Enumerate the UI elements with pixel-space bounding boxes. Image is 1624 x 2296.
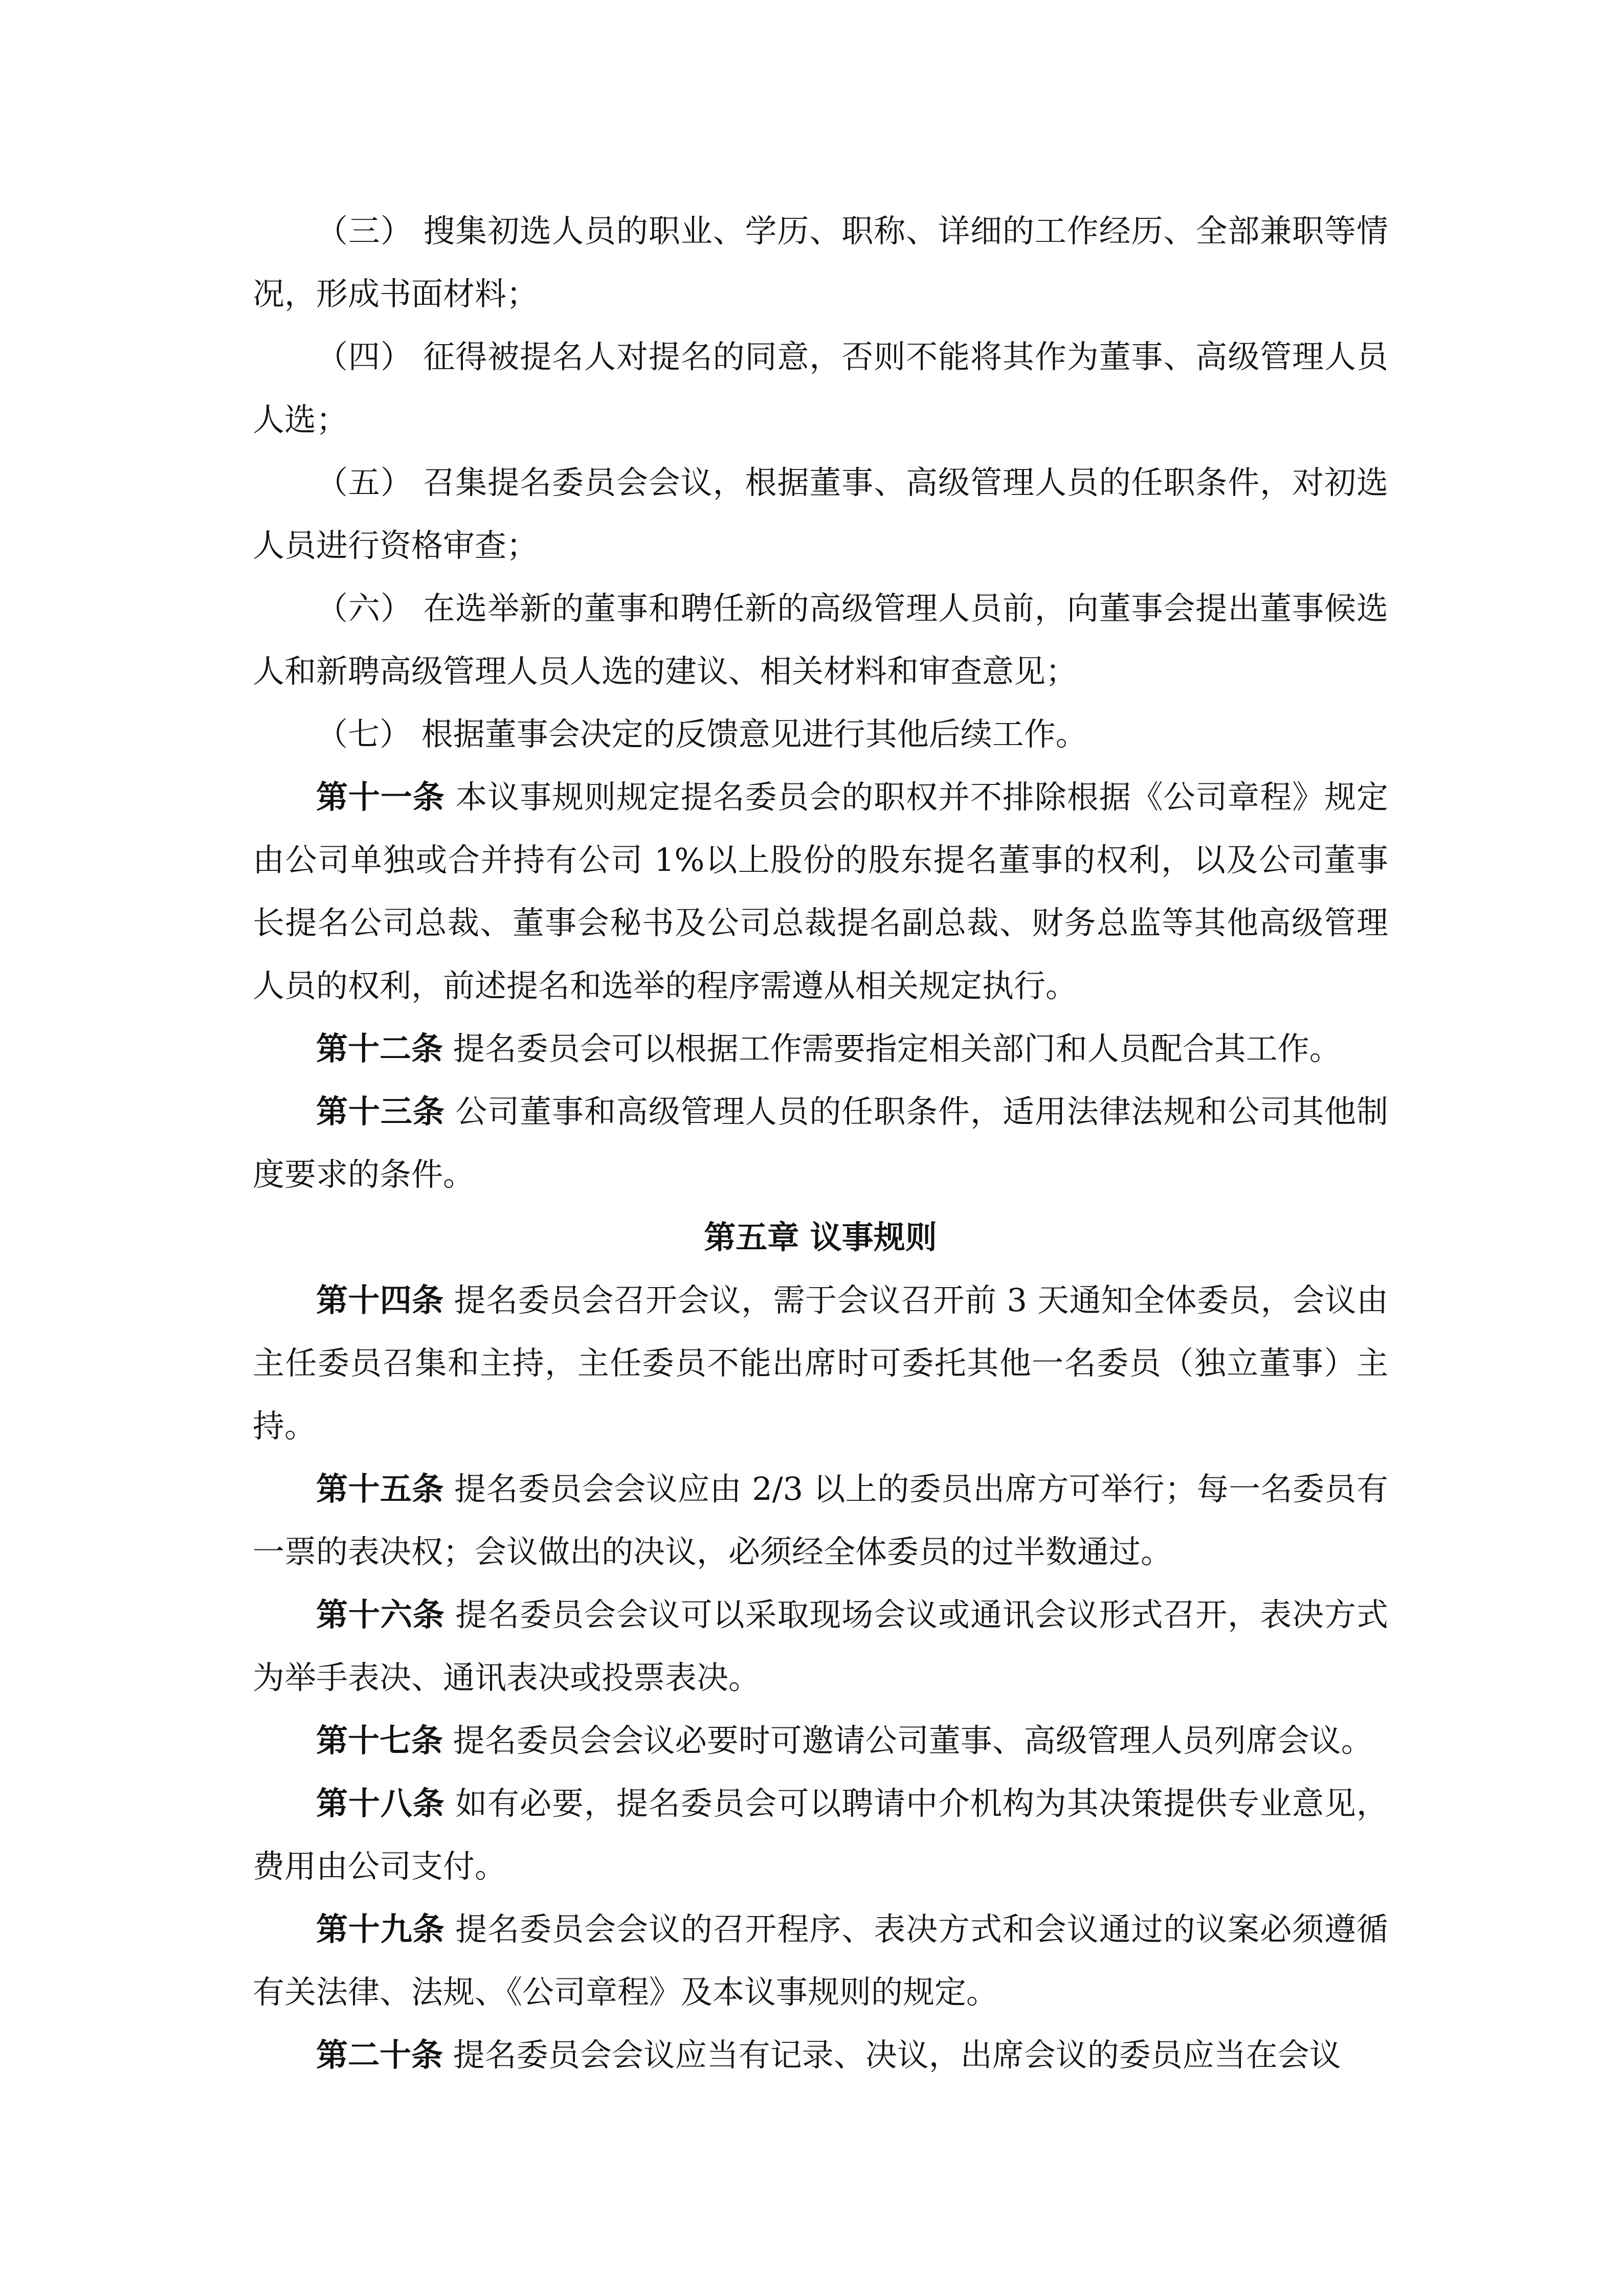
article-text: 提名委员会会议应当有记录、决议，出席会议的委员应当在会议 bbox=[443, 2036, 1341, 2074]
article-text: 本议事规则规定提名委员会的职权并不排除根据《公司章程》规定由公司单独或合并持有公司 1%以上股份的股东提名董事的权利，以及公司董事长提名公司总裁、董事会秘书及公司总裁提名副总裁、财务总监等其他高级管理人员的权利，前述提名和选举的程序需遵从相关规定执行。 bbox=[253, 778, 1388, 1004]
article-text: 提名委员会会议的召开程序、表决方式和会议通过的议案必须遵循有关法律、法规、《公司章程》及本议事规则的规定。 bbox=[253, 1910, 1388, 2011]
chapter-title: 第五章 议事规则 bbox=[704, 1219, 937, 1256]
article-text: 提名委员会会议必要时可邀请公司董事、高级管理人员列席会议。 bbox=[443, 1722, 1373, 1759]
article-17 bbox=[253, 1709, 1388, 1772]
article-number: 第十七条 bbox=[316, 1722, 443, 1759]
article-text: 提名委员会可以根据工作需要指定相关部门和人员配合其工作。 bbox=[443, 1030, 1341, 1067]
article-number: 第十九条 bbox=[316, 1910, 445, 1948]
article-13 bbox=[253, 1080, 1388, 1206]
article-text: 提名委员会会议应由 2/3 以上的委员出席方可举行；每一名委员有一票的表决权；会议做出的决议，必须经全体委员的过半数通过。 bbox=[253, 1470, 1388, 1570]
article-19 bbox=[253, 1898, 1388, 2023]
article-number: 第十一条 bbox=[316, 778, 445, 816]
article-number: 第十四条 bbox=[316, 1281, 444, 1319]
document-page bbox=[253, 199, 1388, 2086]
article-12 bbox=[253, 1017, 1388, 1080]
article-20 bbox=[253, 2023, 1388, 2086]
article-text: 提名委员会会议可以采取现场会议或通讯会议形式召开，表决方式为举手表决、通讯表决或投票表决。 bbox=[253, 1596, 1388, 1696]
article-text: 公司董事和高级管理人员的任职条件，适用法律法规和公司其他制度要求的条件。 bbox=[253, 1093, 1388, 1193]
article-14 bbox=[253, 1269, 1388, 1457]
article-15 bbox=[253, 1457, 1388, 1583]
article-number: 第十二条 bbox=[316, 1030, 443, 1067]
list-item: （三） 搜集初选人员的职业、学历、职称、详细的工作经历、全部兼职等情况，形成书面材料； bbox=[253, 212, 1388, 312]
article-number: 第十五条 bbox=[316, 1470, 444, 1507]
article-18 bbox=[253, 1772, 1388, 1898]
list-item: （五） 召集提名委员会会议，根据董事、高级管理人员的任职条件，对初选人员进行资格审查； bbox=[253, 464, 1388, 564]
article-text: 如有必要，提名委员会可以聘请中介机构为其决策提供专业意见，费用由公司支付。 bbox=[253, 1785, 1388, 1885]
article-11 bbox=[253, 766, 1388, 1017]
article-number: 第二十条 bbox=[316, 2036, 443, 2074]
article-number: 第十三条 bbox=[316, 1093, 445, 1130]
list-item: （七） 根据董事会决定的反馈意见进行其他后续工作。 bbox=[316, 715, 1087, 753]
list-item: （四） 征得被提名人对提名的同意，否则不能将其作为董事、高级管理人员人选； bbox=[253, 338, 1388, 438]
article-16 bbox=[253, 1583, 1388, 1709]
list-item: （六） 在选举新的董事和聘任新的高级管理人员前，向董事会提出董事候选人和新聘高级管理人员人选的建议、相关材料和审查意见； bbox=[253, 590, 1388, 690]
article-number: 第十六条 bbox=[316, 1596, 445, 1633]
article-text: 提名委员会召开会议，需于会议召开前 3 天通知全体委员，会议由主任委员召集和主持，主任委员不能出席时可委托其他一名委员（独立董事）主持。 bbox=[253, 1281, 1388, 1445]
article-number: 第十八条 bbox=[316, 1785, 445, 1822]
